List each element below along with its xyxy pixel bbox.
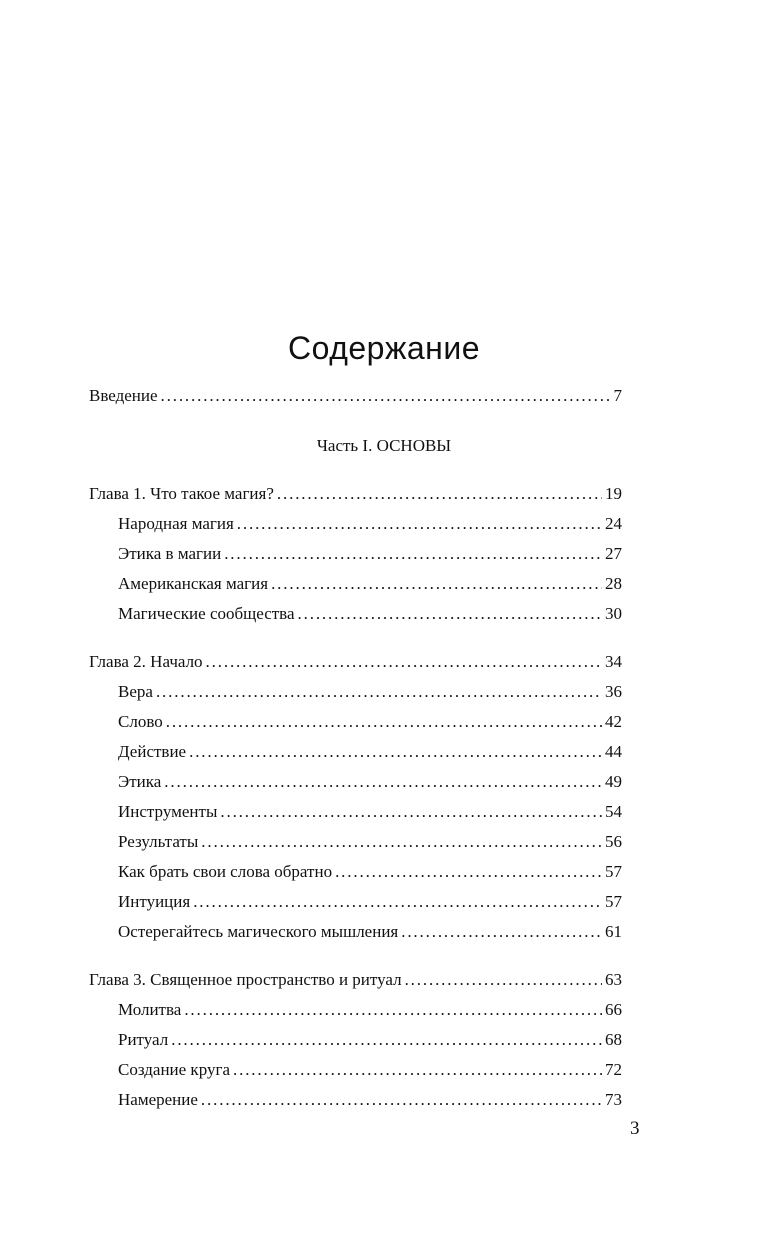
toc-section-label: Намерение — [118, 1090, 198, 1109]
toc-chapter-page: 19 — [605, 484, 622, 503]
dot-leader — [298, 604, 602, 624]
toc-section-page: 72 — [605, 1060, 622, 1079]
toc-section-label: Инструменты — [118, 802, 218, 821]
toc-section-page: 27 — [605, 544, 622, 563]
toc-chapter-3[interactable] — [89, 970, 622, 994]
toc-section-page: 42 — [605, 712, 622, 731]
toc-chapter-label: Глава 3. Священное пространство и ритуал — [89, 970, 402, 989]
dot-leader — [271, 574, 602, 594]
dot-leader — [224, 544, 602, 564]
toc-section[interactable] — [118, 832, 622, 856]
toc-section-page: 36 — [605, 682, 622, 701]
toc-section-page: 57 — [605, 892, 622, 911]
toc-section[interactable] — [118, 544, 622, 568]
toc-section-page: 73 — [605, 1090, 622, 1109]
toc-section-label: Вера — [118, 682, 153, 701]
toc-section[interactable] — [118, 922, 622, 946]
toc-section[interactable] — [118, 862, 622, 886]
dot-leader — [189, 742, 602, 762]
toc-section-page: 30 — [605, 604, 622, 623]
toc-section-page: 54 — [605, 802, 622, 821]
toc-chapter-label: Глава 2. Начало — [89, 652, 203, 671]
toc-section-label: Народная магия — [118, 514, 234, 533]
dot-leader — [206, 652, 602, 672]
dot-leader — [171, 1030, 602, 1050]
toc-chapter-page: 63 — [605, 970, 622, 989]
dot-leader — [335, 862, 602, 882]
dot-leader — [156, 682, 602, 702]
dot-leader — [220, 802, 602, 822]
toc-section[interactable] — [118, 1060, 622, 1084]
toc-section-label: Молитва — [118, 1000, 182, 1019]
dot-leader — [164, 772, 602, 792]
toc-section[interactable] — [118, 772, 622, 796]
toc-section[interactable] — [118, 1000, 622, 1024]
toc-chapter-label: Глава 1. Что такое магия? — [89, 484, 274, 503]
toc-section-label: Интуиция — [118, 892, 191, 911]
toc-chapter-2[interactable] — [89, 652, 622, 676]
toc-section-page: 24 — [605, 514, 622, 533]
toc-section-page: 61 — [605, 922, 622, 941]
page-number: 3 — [630, 1118, 640, 1139]
toc-section[interactable] — [118, 802, 622, 826]
toc-section-page: 28 — [605, 574, 622, 593]
toc-section-label: Как брать свои слова обратно — [118, 862, 333, 881]
toc-section[interactable] — [118, 514, 622, 538]
toc-section-page: 44 — [605, 742, 622, 761]
toc-section-page: 49 — [605, 772, 622, 791]
toc-section-label: Магические сообщества — [118, 604, 295, 623]
toc-section[interactable] — [118, 712, 622, 736]
dot-leader — [237, 514, 602, 534]
dot-leader — [201, 832, 602, 852]
toc-section-label: Ритуал — [118, 1030, 169, 1049]
toc-entry-label: Введение — [89, 386, 158, 405]
toc-section[interactable] — [118, 1030, 622, 1054]
toc-section[interactable] — [118, 682, 622, 706]
dot-leader — [233, 1060, 602, 1080]
toc-section-page: 68 — [605, 1030, 622, 1049]
dot-leader — [184, 1000, 602, 1020]
toc-section-page: 57 — [605, 862, 622, 881]
dot-leader — [201, 1090, 602, 1110]
dot-leader — [405, 970, 602, 990]
toc-section-page: 56 — [605, 832, 622, 851]
toc-section[interactable] — [118, 604, 622, 628]
dot-leader — [166, 712, 602, 732]
toc-section-label: Результаты — [118, 832, 199, 851]
toc-section-label: Этика в магии — [118, 544, 222, 563]
toc-chapter-page: 34 — [605, 652, 622, 671]
toc-section-label: Действие — [118, 742, 187, 761]
dot-leader — [277, 484, 602, 504]
part-heading: Часть I. ОСНОВЫ — [316, 436, 452, 455]
page-title: Содержание — [287, 330, 480, 366]
toc-chapter-1[interactable] — [89, 484, 622, 508]
toc-section[interactable] — [118, 892, 622, 916]
toc-section[interactable] — [118, 742, 622, 766]
toc-section-label: Остерегайтесь магического мышления — [118, 922, 399, 941]
dot-leader — [193, 892, 602, 912]
dot-leader — [161, 386, 611, 406]
toc-section-label: Создание круга — [118, 1060, 230, 1079]
toc-entry-intro[interactable] — [89, 386, 622, 410]
toc-section[interactable] — [118, 574, 622, 598]
toc-section[interactable] — [118, 1090, 622, 1114]
toc-section-page: 66 — [605, 1000, 622, 1019]
toc-section-label: Этика — [118, 772, 162, 791]
toc-section-label: Слово — [118, 712, 163, 731]
toc-entry-page: 7 — [613, 386, 622, 405]
toc-section-label: Американская магия — [118, 574, 269, 593]
dot-leader — [401, 922, 602, 942]
